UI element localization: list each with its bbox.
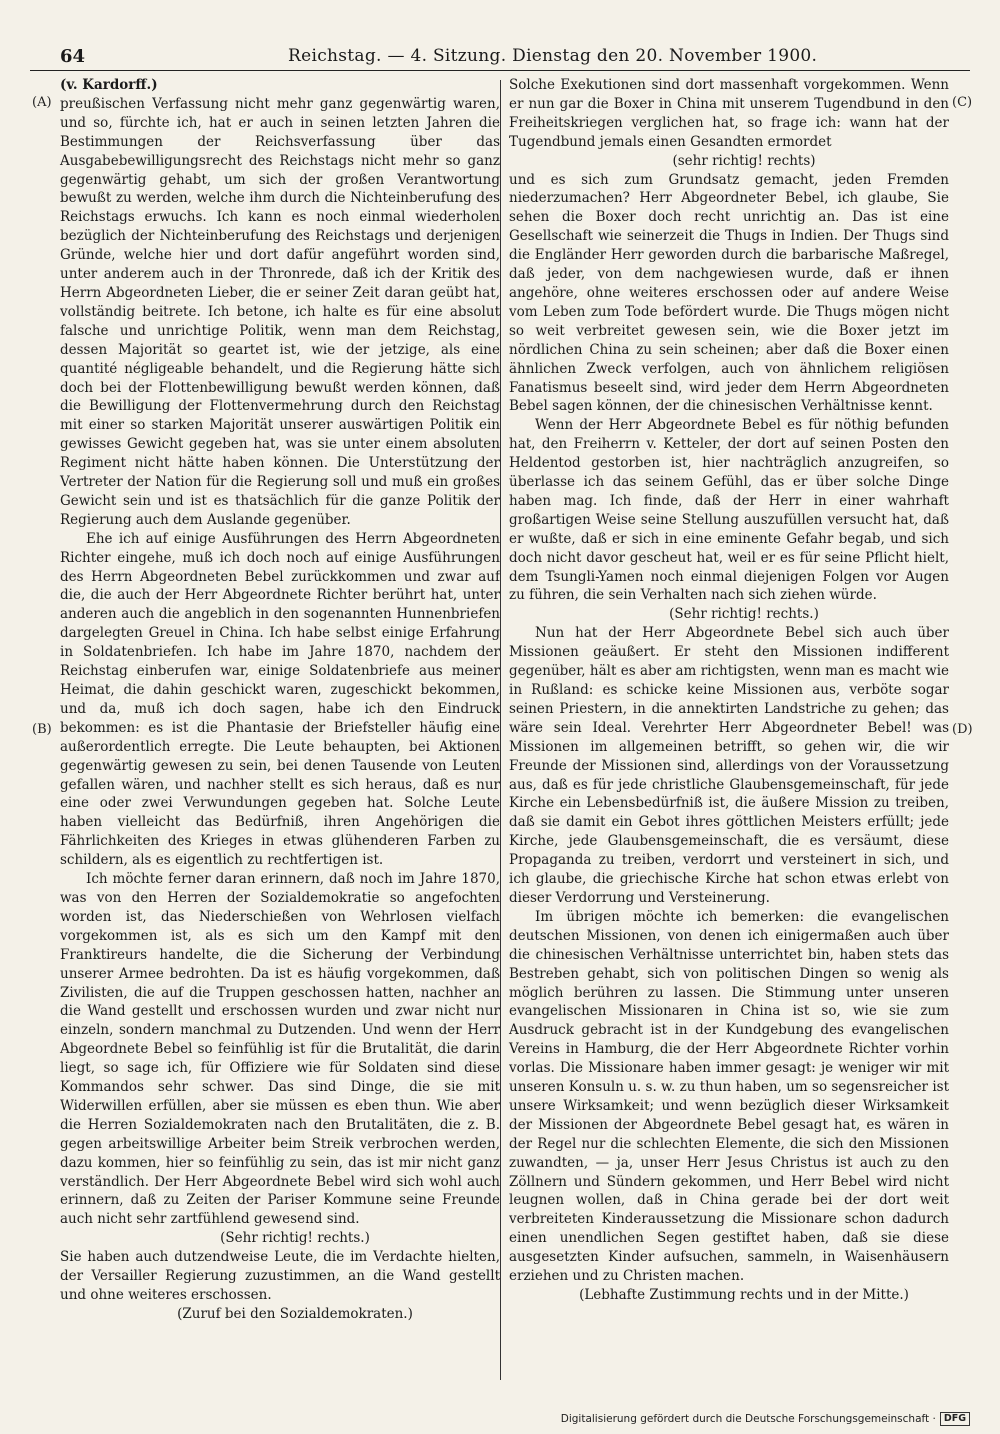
footer-credit (560, 1412, 970, 1428)
running-head: Reichstag. — 4. Sitzung. Dienstag den 20. November 1900. (288, 46, 818, 66)
right-paragraph-5: Im übrigen möchte ich bemerken: die evangelischen deutschen Missionen, von denen ich einigermaßen auch über die chinesischen Verhältnisse unterrichtet bin, haben stets das Bestreben gehabt, sich von politischen Dingen so wenig als möglich berühren zu lassen. Die Stimmung unter unseren evangelischen Missionaren in China ist so, wie sie zum Ausdruck gebracht ist in der Kundgebung des evangelischen Vereins in Hamburg, die der Herr Abgeordnete Richter vorhin vorlas. Die Missionare haben immer gesagt: je weniger wir mit unseren Konsuln u. s. w. zu thun haben, um so segensreicher ist unsere Wirksamkeit; und wenn bezüglich dieser Wirksamkeit der Missionen der Abgeordnete Bebel gesagt hat, es wären in der Regel nur die schlechten Elemente, die sich den Missionen zuwandten, — ja, unser Herr Jesus Christus ist auch zu den Zöllnern und Sündern gekommen, und Herr Bebel wird nicht leugnen wollen, daß in China gerade bei der dort weit verbreiteten Kinderaussetzung die Missionare schon dadurch einen unendlichen Segen gestiftet haben, daß sie diese ausgesetzten Kinder aufsuchen, sammeln, in Waisenhäusern erziehen und zu Christen machen. (509, 908, 949, 1285)
page-number: 64 (60, 46, 86, 67)
right-paragraph-3: Wenn der Herr Abgeordnete Bebel es für nöthig befunden hat, den Freiherrn v. Ketteler, der dort auf seinen Posten den Heldentod gestorben ist, hier nachträglich anzugreifen, so überlasse ich das seinem Gefühl, das er über solche Dinge haben mag. Ich finde, daß der Herr in einer wahrhaft großartigen Weise seine Stellung auszufüllen versucht hat, daß er wußte, daß er sich in eine eminente Gefahr begab, und sich doch nicht davor gescheut hat, weil er es für seine Pflicht hielt, dem Tsungli-Yamen noch einmal diejenigen Folgen vor Augen zu führen, die sein Verhalten nach sich ziehen würde. (509, 417, 949, 604)
margin-marker-b: (B) (32, 722, 52, 737)
left-paragraph-3: Ich möchte ferner daran erinnern, daß noch im Jahre 1870, was von den Herren der Sozialdemokratie so angefochten worden ist, das Niederschießen von Wehrlosen vielfach vorgekommen ist, als es sich um den Kampf mit den Franktireurs handelte, die die Sicherung der Verbindung unserer Armee bedrohten. Da ist es häufig vorgekommen, daß Zivilisten, die auf die Truppen geschossen hatten, nachher an die Wand gestellt und erschossen wurden und zwar nicht nur einzeln, sondern manchmal zu Dutzenden. Und wenn der Herr Abgeordnete Bebel so feinfühlig ist für die Brutalität, die darin liegt, so sage ich, für Offiziere wie für Soldaten sind diese Kommandos sehr schwer. Das sind Dinge, die sie mit Widerwillen erfüllen, aber sie müssen es eben thun. Wie aber die Herren Sozialdemokraten nach den Brutalitäten, die z. B. gegen arbeitswillige Arbeiter beim Streik verbrochen werden, dazu kommen, hier so feinfühlig zu sein, das ist mir nicht ganz verständlich. Der Herr Abgeordnete Bebel wird sich wohl auch erinnern, daß zu Zeiten der Pariser Kommune seine Freunde auch nicht sehr zartfühlend gewesend sind. (60, 871, 500, 1228)
right-interjection-2: (Sehr richtig! rechts.) (669, 606, 819, 623)
right-interjection-1: (sehr richtig! rechts) (672, 152, 816, 169)
right-paragraph-1: Solche Exekutionen sind dort massenhaft vorgekommen. Wenn er nun gar die Boxer in China mit unserem Tugendbund in den Freiheitskriegen verglichen hat, so frage ich: wann hat der Tugendbund jemals einen Gesandten ermordet (509, 77, 949, 150)
right-column (509, 76, 949, 1305)
column-divider (500, 80, 501, 1380)
right-paragraph-2: und es sich zum Grundsatz gemacht, jeden Fremden niederzumachen? Herr Abgeordneter Bebel, ich glaube, Sie sehen die Boxer doch recht unrichtig an. Das ist eine Gesellschaft wie seinerzeit die Thugs in Indien. Der Thugs sind die Engländer Herr geworden durch die barbarische Maßregel, daß jeder, von dem nachgewiesen wurde, daß er ihnen angehöre, ohne weiteres erschossen oder auf andere Weise vom Leben zum Tode befördert wurde. Die Thugs mögen nicht so weit verbreitet gewesen sein, wie die Boxer jetzt im nördlichen China zu sein scheinen; aber daß die Boxer einen ähnlichen Zweck verfolgen, auch von ähnlichem religiösen Fanatismus beseelt sind, wird jeder dem Herrn Abgeordneten Bebel sagen können, der die chinesischen Verhältnisse kennt. (509, 171, 949, 415)
right-paragraph-4: Nun hat der Herr Abgeordnete Bebel sich auch über Missionen geäußert. Er steht den Missionen indifferent gegenüber, hält es aber am richtigsten, wenn man es macht wie in Rußland: es schicke keine Missionen aus, verböte sogar seinen Priestern, in die annektirten Landstriche zu gehen; das wäre sein Ideal. Verehrter Herr Abgeordneter Bebel! was Missionen im allgemeinen betrifft, so gehen wir, die wir Freunde der Missionen sind, allerdings von der Voraussetzung aus, daß es für jede christliche Glaubensgemeinschaft, für jede Kirche ein Lebensbedürfniß ist, die äußere Mission zu treiben, daß sie damit ein Gebot ihres göttlichen Meisters erfüllt; jede Kirche, jede Glaubensgemeinschaft, die es versäumt, diese Propaganda zu treiben, verdorrt und versteinert in sich, und ich glaube, die griechische Kirche hat schon etwas erlebt von dieser Verdorrung und Versteinerung. (509, 625, 949, 906)
left-paragraph-2: Ehe ich auf einige Ausführungen des Herrn Abgeordneten Richter eingehe, muß ich doch noch auf einige Ausführungen des Herrn Abgeordneten Bebel zurückkommen und zwar auf die, die auch der Herr Abgeordnete Richter berührt hat, unter anderen auch die angeblich in den sogenannten Hunnenbriefen dargelegten Greuel in China. Ich habe selbst einige Erfahrung in Soldatenbriefen. Ich habe im Jahre 1870, nachdem der Reichstag einberufen war, einige Soldatenbriefe aus meiner Heimat, die dahin geschickt waren, zugeschickt bekommen, und da, muß ich doch sagen, habe ich den Eindruck bekommen: es ist die Phantasie der Briefsteller häufig eine außerordentlich erregte. Die Leute behaupten, bei Aktionen gegenwärtig gewesen zu sein, bei denen Tausende von Leuten gefallen wären, und nachher stellt es sich heraus, daß es nur eine oder zwei Verwundungen gegeben hat. Solche Leute haben vielleicht das Bedürfniß, ihren Angehörigen die Fährlichkeiten des Krieges in etwas glühenderen Farben zu schildern, als es eigentlich zu rechtfertigen ist. (60, 530, 500, 869)
right-interjection-3: (Lebhafte Zustimmung rechts und in der Mitte.) (579, 1287, 909, 1303)
margin-marker-d: (D) (952, 722, 973, 737)
left-paragraph-4: Sie haben auch dutzendweise Leute, die im Verdachte hielten, der Versailler Regierung zuzustimmen, an die Wand gestellt und ohne weiteres erschossen. (60, 1249, 500, 1303)
dfg-logo: DFG (940, 1412, 970, 1426)
footer-text: Digitalisierung gefördert durch die Deutsche Forschungsgemeinschaft · (560, 1413, 936, 1425)
speaker-name: (v. Kardorff.) (60, 77, 158, 93)
margin-marker-c: (C) (952, 95, 973, 110)
page-header (30, 44, 970, 71)
margin-marker-a: (A) (32, 95, 52, 110)
left-paragraph-1: preußischen Verfassung nicht mehr ganz gegenwärtig waren, und so, fürchte ich, hat er auch in seinen letzten Jahren die Bestimmungen der Reichsverfassung über das Ausgabebewilligungsrecht des Reichstags nicht mehr so ganz gegenwärtig gehabt, um sich der großen Verantwortung bewußt zu werden, welche ihm durch die Nichteinberufung des Reichstags erwuchs. Ich kann es noch einmal wiederholen bezüglich der Nichteinberufung des Reichstags und derjenigen Gründe, welche hier und dort dafür angeführt worden sind, unter anderem auch in der Thronrede, daß ich der Kritik des Herrn Abgeordneten Lieber, die er seiner Zeit daran geübt hat, vollständig beitrete. Ich betone, ich halte es für eine absolut falsche und unrichtige Politik, wenn man dem Reichstag, dessen Majorität so geartet ist, wie der jetzige, als eine quantité négligeable behandelt, und die Regierung hätte sich doch bei der Flottenbewilligung bewußt werden können, daß die Bewilligung der Flottenvermehrung durch den Reichstag mit einer so starken Majorität unserer auswärtigen Politik ein gewisses Gewicht gegeben hat, was sie unter einem absoluten Regiment nicht hätte haben können. Die Unterstützung der Vertreter der Nation für die Regierung soll und muß ein großes Gewicht sein und ist es thatsächlich für die ganze Politik der Regierung auch dem Auslande gegenüber. (60, 95, 500, 528)
left-interjection-1: (Sehr richtig! rechts.) (220, 1230, 370, 1247)
left-column (60, 76, 500, 1324)
left-interjection-2: (Zuruf bei den Sozialdemokraten.) (177, 1305, 413, 1322)
